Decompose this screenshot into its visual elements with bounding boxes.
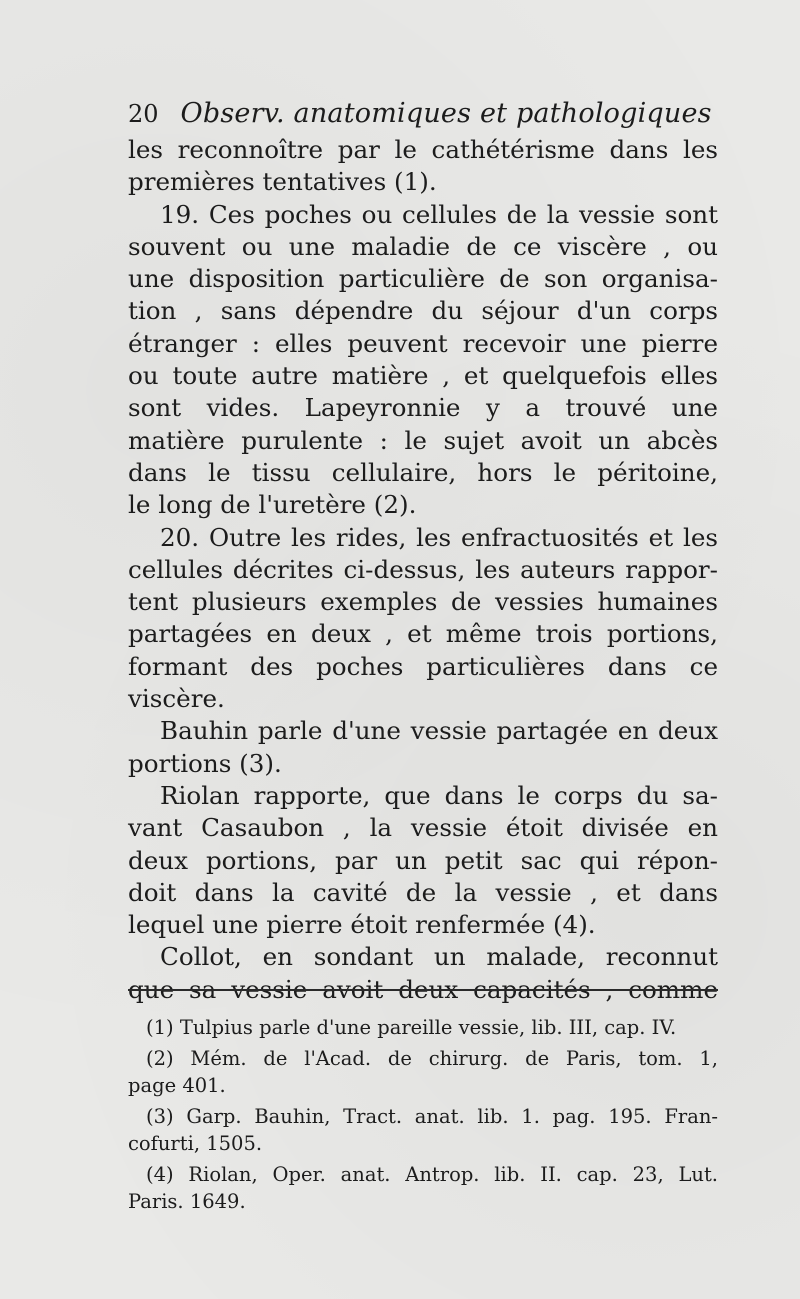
- footnote-line: (4) Riolan, Oper. anat. Antrop. lib. II. cap. 23, Lut.: [146, 1163, 718, 1186]
- text-line: dans le tissu cellulaire, hors le péritoine,: [128, 457, 718, 487]
- text-line: cellules décrites ci-dessus, les auteurs rappor-: [128, 554, 718, 584]
- text-line: partagées en deux , et même trois portions,: [128, 619, 718, 649]
- footnote: [128, 1014, 718, 1041]
- text-line: premières tentatives (1).: [128, 167, 437, 197]
- text-line: le long de l'uretère (2).: [128, 490, 417, 520]
- footnote: [128, 1045, 718, 1099]
- text-line: souvent ou une maladie de ce viscère , ou: [128, 231, 718, 261]
- text-line: Collot, en sondant un malade, reconnut: [160, 942, 718, 972]
- footnote-rule: [128, 989, 718, 991]
- footnote-line: page 401.: [128, 1074, 226, 1097]
- footnote-line: (3) Garp. Bauhin, Tract. anat. lib. 1. pag. 195. Fran-: [146, 1105, 718, 1128]
- text-line: matière purulente : le sujet avoit un abcès: [128, 425, 718, 455]
- text-line: 19. Ces poches ou cellules de la vessie sont: [160, 199, 718, 229]
- text-line: portions (3).: [128, 748, 282, 778]
- text-line: une disposition particulière de son organisa-: [128, 264, 718, 294]
- running-header: [128, 96, 712, 132]
- text-line: viscère.: [128, 684, 225, 714]
- text-line: tion , sans dépendre du séjour d'un corps: [128, 296, 718, 326]
- text-line: Riolan rapporte, que dans le corps du sa-: [160, 780, 718, 810]
- footnote: [128, 1161, 718, 1215]
- text-line: sont vides. Lapeyronnie y a trouvé une: [128, 393, 718, 423]
- text-line: les reconnoître par le cathétérisme dans les: [128, 135, 718, 164]
- footnote-line: (1) Tulpius parle d'une pareille vessie, lib. III, cap. IV.: [146, 1016, 677, 1039]
- text-line: deux portions, par un petit sac qui répon-: [128, 845, 718, 875]
- footnotes: [128, 1014, 718, 1215]
- running-title: Observ. anatomiques et pathologiques: [180, 98, 712, 129]
- text-line: tent plusieurs exemples de vessies humaines: [128, 587, 718, 617]
- footnote-line: (2) Mém. de l'Acad. de chirurg. de Paris, tom. 1,: [146, 1047, 718, 1070]
- main-text: [128, 134, 718, 1006]
- text-line: Bauhin parle d'une vessie partagée en deux: [160, 716, 718, 746]
- text-line: ou toute autre matière , et quelquefois elles: [128, 361, 718, 391]
- footnote-line: cofurti, 1505.: [128, 1132, 263, 1155]
- text-line: étranger : elles peuvent recevoir une pierre: [128, 328, 718, 358]
- text-line: lequel une pierre étoit renfermée (4).: [128, 910, 596, 940]
- text-line: 20. Outre les rides, les enfractuosités et les: [160, 522, 718, 552]
- page-number: 20: [128, 100, 159, 128]
- footnote-line: Paris. 1649.: [128, 1190, 246, 1213]
- text-line: formant des poches particulières dans ce: [128, 651, 718, 681]
- text-line: que sa vessie avoit deux capacités , comme: [128, 974, 718, 1004]
- text-line: doit dans la cavité de la vessie , et dans: [128, 877, 718, 907]
- footnote: [128, 1103, 718, 1157]
- text-line: vant Casaubon , la vessie étoit divisée en: [128, 813, 718, 843]
